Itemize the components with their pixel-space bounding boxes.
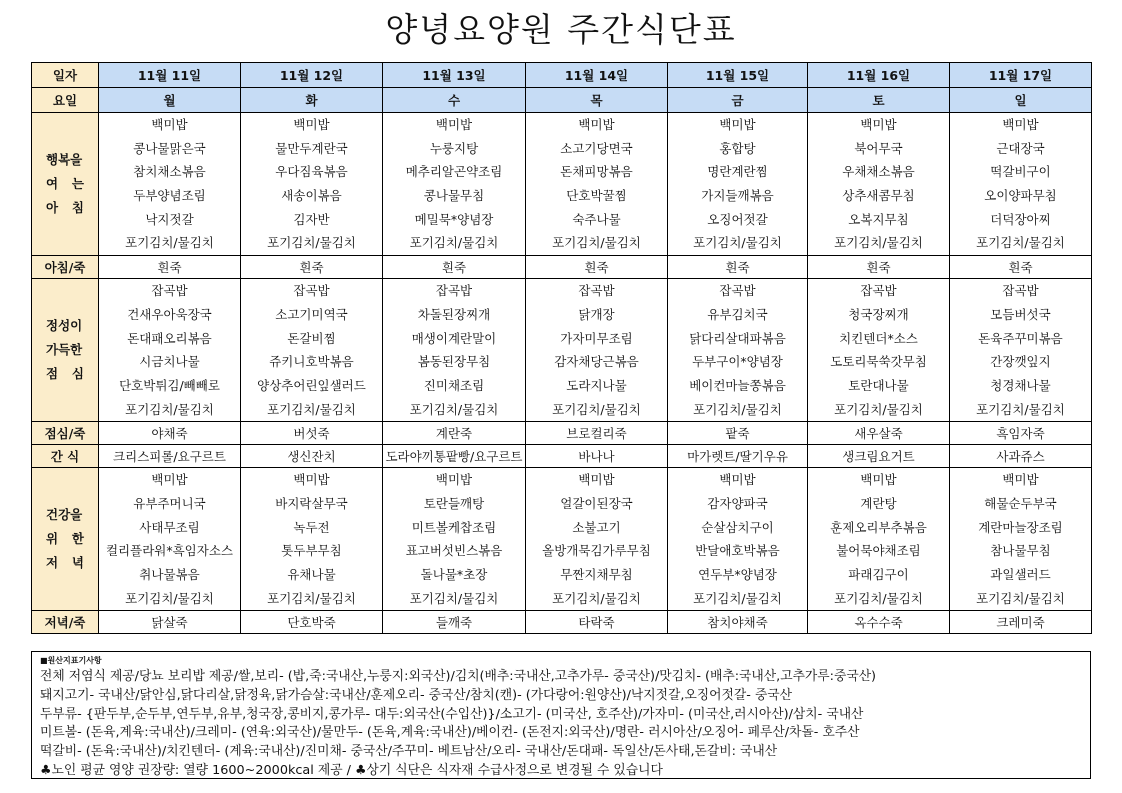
weekday-row-label: 요일 <box>32 88 99 113</box>
menu-item: 단호박꿀찜 <box>566 188 627 204</box>
dinner-row <box>32 468 1092 611</box>
menu-item: 유부김치국 <box>707 306 768 322</box>
menu-item: 봄동된장무침 <box>417 354 491 370</box>
origin-note-line: 두부류- {판두부,순두부,연두부,유부,청국장,콩비지,콩가루- 대두:외국산(수입산)}/소고기- (미국산, 호주산)/가자미- (미국산,러시아산)/삼치- 국내산 <box>40 706 864 722</box>
breakfast-row-day-cell <box>950 113 1092 256</box>
menu-item: 백미밥 <box>435 472 473 488</box>
meal-label-line: 건강을 <box>46 507 83 523</box>
date-cell: 11월 15일 <box>668 63 808 88</box>
breakfast-row-day-cell <box>383 113 526 256</box>
lunch-row-day-cell <box>950 279 1092 422</box>
menu-item: 백미밥 <box>293 117 330 132</box>
menu-item: 두부양념조림 <box>133 188 206 204</box>
breakfast-row <box>32 113 1092 256</box>
date-cell: 11월 11일 <box>99 63 241 88</box>
menu-item: 포기김치/물김치 <box>409 401 499 417</box>
menu-item: 포기김치/물김치 <box>976 401 1065 417</box>
lunch-porridge-row-label: 점심/죽 <box>32 422 99 445</box>
breakfast-porridge-row-label: 아침/죽 <box>32 256 99 279</box>
origin-notes-heading: ■원산지표기사항 <box>40 656 102 665</box>
weekday-cell: 화 <box>241 88 383 113</box>
menu-item: 쥬키니호박볶음 <box>269 354 354 370</box>
meal-label-line: 아 침 <box>46 200 84 216</box>
menu-item: 잡곡밥 <box>151 283 188 299</box>
menu-item: 포기김치/물김치 <box>693 590 782 606</box>
menu-item: 근대장국 <box>996 140 1045 156</box>
origin-note-line: 미트볼- (돈육,계육:국내산)/크레미- (연육:외국산)/물만두- (돈육,계육:국내산)/베이컨- (돈전지:외국산)/명란- 러시아산/오징어- 페루산/차돌- 호주산 <box>40 725 860 741</box>
menu-item: 우채채소볶음 <box>842 164 915 180</box>
menu-item: 누룽지탕 <box>429 140 479 156</box>
menu-item: 청국장찌개 <box>848 306 909 322</box>
menu-item: 무짠지채무침 <box>560 567 633 582</box>
menu-item: 진미채조림 <box>423 377 485 393</box>
page-title: 양녕요양원 주간식단표 <box>385 10 737 49</box>
menu-item: 유부주머니국 <box>133 495 206 511</box>
menu-item: 콩나물맑은국 <box>133 140 206 156</box>
menu-item: 계란마늘장조림 <box>978 519 1063 535</box>
menu-item: 가지들깨볶음 <box>701 188 774 204</box>
menu-item: 백미밥 <box>1002 472 1039 488</box>
menu-item: 유채나물 <box>287 567 336 582</box>
menu-item: 새송이볶음 <box>281 188 342 204</box>
menu-item: 바지락살무국 <box>275 495 348 511</box>
menu-item: 청경채나물 <box>990 377 1051 393</box>
menu-item: 백미밥 <box>151 117 188 132</box>
weekday-cell: 토 <box>808 88 950 113</box>
lunch-porridge-row-cell: 브로컬리죽 <box>526 422 668 445</box>
lunch-row-day-cell <box>526 279 668 422</box>
menu-item: 포기김치/물김치 <box>976 590 1065 606</box>
date-cell: 11월 14일 <box>526 63 668 88</box>
snack-row-cell: 생신잔치 <box>241 445 383 468</box>
menu-item: 가자미무조림 <box>560 330 633 346</box>
dinner-porridge-row-cell: 닭살죽 <box>99 611 241 634</box>
menu-item: 백미밥 <box>860 472 897 488</box>
menu-item: 오이양파무침 <box>984 188 1057 204</box>
breakfast-row-day-cell <box>668 113 808 256</box>
menu-item: 베이컨마늘쫑볶음 <box>689 377 786 393</box>
menu-item: 백미밥 <box>860 117 897 132</box>
menu-item: 시금치나물 <box>139 354 200 370</box>
menu-item: 훈제오리부추볶음 <box>830 519 927 535</box>
menu-item: 잡곡밥 <box>860 283 897 299</box>
dinner-porridge-row-cell: 타락죽 <box>526 611 668 634</box>
menu-item: 낙지젓갈 <box>145 211 194 227</box>
menu-item: 포기김치/물김치 <box>552 401 641 417</box>
menu-item: 포기김치/물김치 <box>834 590 923 606</box>
menu-item: 감자양파국 <box>707 495 768 511</box>
weekday-cell: 일 <box>950 88 1092 113</box>
menu-item: 돈대패오리볶음 <box>127 330 212 346</box>
menu-item: 올방개묵김가루무침 <box>542 543 651 559</box>
lunch-porridge-row <box>32 422 1092 445</box>
breakfast-porridge-row-cell: 흰죽 <box>526 256 668 279</box>
menu-item: 참치채소볶음 <box>133 164 206 180</box>
menu-item: 도토리묵쑥갓무침 <box>830 354 927 370</box>
origin-note-line: 떡갈비- (돈육:국내산)/치킨텐더- (계육:국내산)/진미채- 중국산/주꾸미- 베트남산/오리- 국내산/돈대패- 독일산/돈사태,돈갈비: 국내산 <box>40 744 778 760</box>
snack-row <box>32 445 1092 468</box>
menu-item: 소고기당면국 <box>560 140 633 156</box>
dinner-row-day-cell <box>99 468 241 611</box>
menu-item: 도라지나물 <box>566 377 627 393</box>
dinner-row-day-cell <box>950 468 1092 611</box>
menu-item: 홍합탕 <box>719 140 756 156</box>
breakfast-porridge-row-cell: 흰죽 <box>99 256 241 279</box>
date-cell: 11월 12일 <box>241 63 383 88</box>
menu-item: 모듬버섯국 <box>990 306 1051 322</box>
dinner-porridge-row-cell: 옥수수죽 <box>808 611 950 634</box>
menu-item: 명란계란찜 <box>707 164 768 180</box>
menu-item: 소불고기 <box>572 519 621 535</box>
date-cell: 11월 16일 <box>808 63 950 88</box>
dinner-row-day-cell <box>241 468 383 611</box>
lunch-row <box>32 279 1092 422</box>
breakfast-porridge-row-cell: 흰죽 <box>668 256 808 279</box>
weekday-cell: 수 <box>383 88 526 113</box>
menu-item: 메밀묵*양념장 <box>414 211 494 227</box>
menu-item: 백미밥 <box>1002 117 1039 132</box>
menu-item: 닭다리살대파볶음 <box>689 330 786 346</box>
breakfast-porridge-row <box>32 256 1092 279</box>
date-row-label: 일자 <box>32 63 99 88</box>
dinner-porridge-row <box>32 611 1092 634</box>
lunch-porridge-row-cell: 계란죽 <box>383 422 526 445</box>
breakfast-porridge-row-cell: 흰죽 <box>950 256 1092 279</box>
snack-row-cell: 마가렛트/딸기우유 <box>668 445 808 468</box>
menu-item: 포기김치/물김치 <box>552 235 641 251</box>
origin-notes <box>31 651 1091 779</box>
weekday-row <box>32 88 1092 113</box>
menu-item: 포기김치/물김치 <box>267 590 356 606</box>
menu-item: 포기김치/물김치 <box>267 235 356 251</box>
lunch-porridge-row-cell: 흑임자죽 <box>950 422 1092 445</box>
menu-item: 돈채피망볶음 <box>560 164 633 180</box>
menu-item: 소고기미역국 <box>275 306 348 322</box>
menu-item: 미트볼케찹조림 <box>411 519 497 535</box>
menu-item: 포기김치/물김치 <box>125 401 214 417</box>
breakfast-porridge-row-cell: 흰죽 <box>808 256 950 279</box>
meal-label-line: 점 심 <box>46 366 84 382</box>
menu-item: 파래김구이 <box>848 567 909 582</box>
menu-item: 백미밥 <box>151 472 188 488</box>
breakfast-row-day-cell <box>526 113 668 256</box>
lunch-row-day-cell <box>668 279 808 422</box>
menu-item: 돌나물*초장 <box>420 567 488 582</box>
lunch-porridge-row-cell: 팥죽 <box>668 422 808 445</box>
menu-item: 김자반 <box>293 211 330 227</box>
menu-item: 과일샐러드 <box>990 567 1051 582</box>
menu-item: 돈육주꾸미볶음 <box>978 330 1063 346</box>
menu-item: 포기김치/물김치 <box>693 401 782 417</box>
lunch-row-day-cell <box>241 279 383 422</box>
menu-item: 닭개장 <box>578 306 615 322</box>
snack-row-cell: 도라야끼통팥빵/요구르트 <box>383 445 526 468</box>
menu-item: 취나물볶음 <box>139 567 200 582</box>
menu-item: 우다짐육볶음 <box>275 164 348 180</box>
menu-item: 녹두전 <box>293 519 330 535</box>
dinner-row-day-cell <box>668 468 808 611</box>
menu-item: 잡곡밥 <box>1002 283 1039 299</box>
dinner-porridge-row-cell: 크레미죽 <box>950 611 1092 634</box>
lunch-porridge-row-cell: 버섯죽 <box>241 422 383 445</box>
weekly-menu-table <box>31 62 1092 634</box>
date-row <box>32 63 1092 88</box>
menu-item: 오징어젓갈 <box>707 211 768 227</box>
snack-row-cell: 사과쥬스 <box>950 445 1092 468</box>
snack-row-cell: 바나나 <box>526 445 668 468</box>
breakfast-porridge-row-cell: 흰죽 <box>383 256 526 279</box>
meal-label-line: 여 는 <box>46 176 84 192</box>
menu-item: 건새우아욱장국 <box>127 306 212 322</box>
menu-item: 떡갈비구이 <box>990 164 1051 180</box>
lunch-row-day-cell <box>808 279 950 422</box>
menu-item: 단호박튀김/빼빼로 <box>119 377 220 393</box>
dinner-porridge-row-label: 저녁/죽 <box>32 611 99 634</box>
menu-item: 백미밥 <box>435 117 473 132</box>
menu-item: 북어무국 <box>854 140 903 156</box>
menu-item: 잡곡밥 <box>719 283 756 299</box>
menu-item: 더덕장아찌 <box>990 211 1051 227</box>
origin-note-line: ♣노인 평균 영양 권장량: 열량 1600~2000kcal 제공 / ♣상기 식단은 식자재 수급사정으로 변경될 수 있습니다 <box>40 762 663 778</box>
snack-row-cell: 생크림요거트 <box>808 445 950 468</box>
meal-label-line: 위 한 <box>46 531 84 547</box>
menu-item: 포기김치/물김치 <box>976 235 1065 251</box>
menu-item: 톳두부무침 <box>281 543 342 559</box>
menu-item: 불어묵야채조림 <box>836 543 921 559</box>
menu-item: 차돌된장찌개 <box>417 306 491 322</box>
lunch-porridge-row-cell: 새우살죽 <box>808 422 950 445</box>
breakfast-row-day-cell <box>808 113 950 256</box>
dinner-porridge-row-cell: 단호박죽 <box>241 611 383 634</box>
menu-item: 치킨텐더*소스 <box>839 330 918 346</box>
menu-item: 포기김치/물김치 <box>834 235 923 251</box>
menu-item: 토란대나물 <box>848 377 909 393</box>
menu-item: 오복지무침 <box>848 211 909 227</box>
lunch-row-day-cell <box>383 279 526 422</box>
menu-item: 간장깻잎지 <box>990 354 1051 370</box>
menu-item: 계란탕 <box>860 495 897 511</box>
menu-item: 포기김치/물김치 <box>834 401 923 417</box>
origin-note-line: 돼지고기- 국내산/닭안심,닭다리살,닭정육,닭가슴살:국내산/훈제오리- 중국산/참치(캔)- (가다랑어:원양산)/낙지젓갈,오징어젓갈- 중국산 <box>40 687 793 703</box>
meal-label-line: 가득한 <box>46 342 83 358</box>
menu-item: 메추리알곤약조림 <box>405 164 503 180</box>
menu-item: 표고버섯빈스볶음 <box>405 543 503 559</box>
meal-label-line: 정성이 <box>46 318 83 334</box>
menu-item: 포기김치/물김치 <box>125 235 214 251</box>
date-cell: 11월 17일 <box>950 63 1092 88</box>
menu-item: 잡곡밥 <box>435 283 473 299</box>
menu-item: 포기김치/물김치 <box>267 401 356 417</box>
origin-note-line: 전체 저염식 제공/당뇨 보리밥 제공/쌀,보리- (밥,죽:국내산,누룽지:외국산)/김치(배추:국내산,고추가루- 중국산)/맛김치- (배추:국내산,고추가루:중국산) <box>40 669 877 684</box>
menu-item: 포기김치/물김치 <box>409 235 499 251</box>
menu-item: 반달애호박볶음 <box>695 543 780 559</box>
dinner-row-day-cell <box>383 468 526 611</box>
menu-item: 콩나물무침 <box>423 188 485 204</box>
snack-row-label: 간 식 <box>32 445 99 468</box>
breakfast-row-day-cell <box>99 113 241 256</box>
weekday-cell: 금 <box>668 88 808 113</box>
lunch-porridge-row-cell: 야채죽 <box>99 422 241 445</box>
lunch-row-day-cell <box>99 279 241 422</box>
dinner-porridge-row-cell: 참치야채죽 <box>668 611 808 634</box>
menu-item: 포기김치/물김치 <box>552 590 641 606</box>
menu-item: 토란들깨탕 <box>423 495 485 511</box>
breakfast-row-day-cell <box>241 113 383 256</box>
menu-item: 물만두계란국 <box>275 140 348 156</box>
menu-item: 상추새콤무침 <box>842 188 915 204</box>
menu-item: 사태무조림 <box>139 519 200 535</box>
dinner-row-label <box>32 468 99 611</box>
weekday-cell: 월 <box>99 88 241 113</box>
menu-item: 순살삼치구이 <box>701 519 774 535</box>
menu-item: 두부구이*양념장 <box>692 354 783 370</box>
menu-item: 포기김치/물김치 <box>693 235 782 251</box>
menu-item: 연두부*양념장 <box>698 567 777 582</box>
breakfast-porridge-row-cell: 흰죽 <box>241 256 383 279</box>
breakfast-row-label <box>32 113 99 256</box>
menu-item: 잡곡밥 <box>578 283 615 299</box>
menu-item: 매생이계란말이 <box>411 330 497 346</box>
weekday-cell: 목 <box>526 88 668 113</box>
menu-item: 백미밥 <box>719 117 756 132</box>
menu-item: 컬리플라워*흑임자소스 <box>105 543 233 559</box>
meal-label-line: 저 녁 <box>46 555 84 571</box>
lunch-row-label <box>32 279 99 422</box>
menu-item: 백미밥 <box>719 472 756 488</box>
menu-item: 백미밥 <box>578 117 615 132</box>
menu-item: 포기김치/물김치 <box>409 590 499 606</box>
menu-item: 숙주나물 <box>572 211 621 227</box>
menu-item: 백미밥 <box>578 472 615 488</box>
date-cell: 11월 13일 <box>383 63 526 88</box>
menu-item: 감자채당근볶음 <box>554 354 639 370</box>
menu-item: 백미밥 <box>293 472 330 488</box>
menu-item: 해물순두부국 <box>984 495 1057 511</box>
menu-item: 양상추어린잎샐러드 <box>257 377 366 393</box>
menu-item: 참나물무침 <box>990 543 1051 559</box>
snack-row-cell: 크리스피롤/요구르트 <box>99 445 241 468</box>
menu-item: 포기김치/물김치 <box>125 590 214 606</box>
menu-item: 잡곡밥 <box>293 283 330 299</box>
menu-item: 돈갈비찜 <box>287 330 336 346</box>
meal-label-line: 행복을 <box>46 152 83 168</box>
dinner-row-day-cell <box>526 468 668 611</box>
dinner-row-day-cell <box>808 468 950 611</box>
dinner-porridge-row-cell: 들깨죽 <box>383 611 526 634</box>
menu-item: 얼갈이된장국 <box>560 495 633 511</box>
